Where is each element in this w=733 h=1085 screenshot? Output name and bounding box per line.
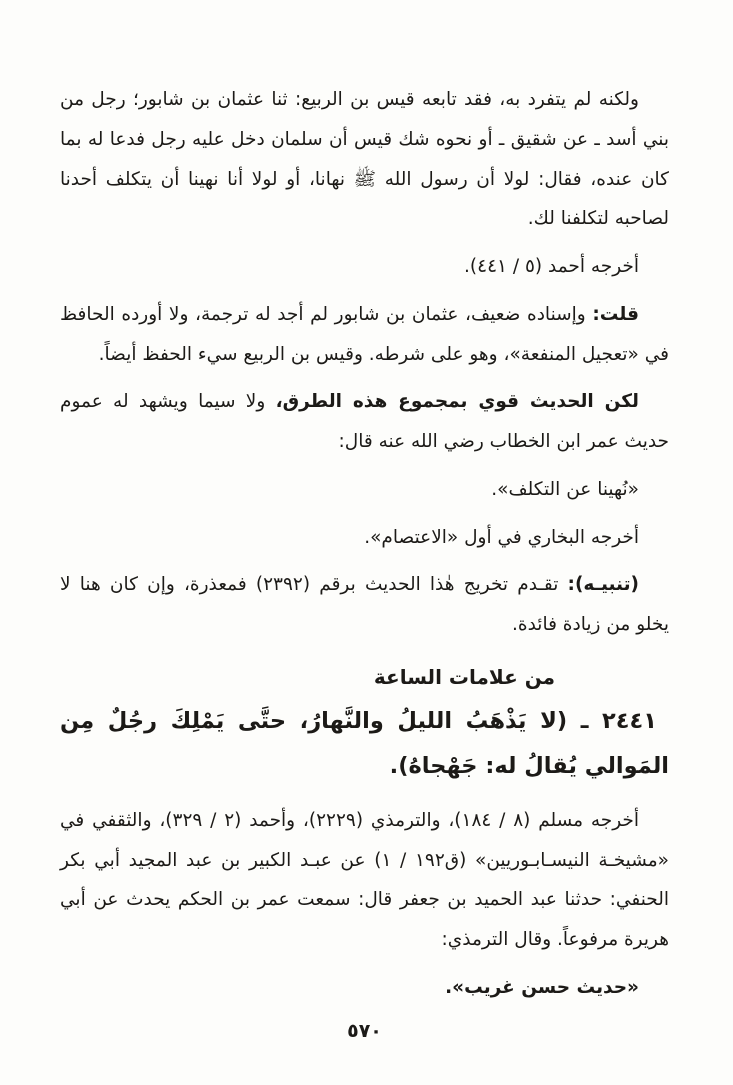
- hadith-number: ٢٤٤١: [602, 707, 657, 734]
- isnad-grading-text: وإسناده ضعيف، عثمان بن شابور لم أجد له ترجمة، ولا أورده الحافظ في «تعجيل المنفعة»، وهو على شرطه. وقيس بن الربيع سيء الحفظ أيضاً.: [60, 303, 669, 365]
- paragraph-takhrij-sources: [60, 801, 669, 960]
- quote-nuhina-text: «نُهينا عن التكلف».: [491, 478, 639, 500]
- reference-ahmad-text: أخرجه أحمد (٥ / ٤٤١).: [464, 256, 639, 278]
- reference-bukhari-text: أخرجه البخاري في أول «الاعتصام».: [364, 526, 639, 548]
- page-number: ٥٧٠: [347, 1019, 382, 1042]
- hadith-strength-rest: ولا سيما ويشهد له عموم حديث عمر ابن الخطاب رضي الله عنه قال:: [60, 391, 669, 453]
- section-heading-text: من علامات الساعة: [373, 664, 556, 689]
- hadith-matn-text: ـ (لا يَذْهَبُ الليلُ والنَّهارُ، حتَّى يَمْلِكَ رجُلٌ مِن المَوالي يُقالُ له: جَهْجاهُ).: [60, 707, 669, 779]
- hadith-strength-lead: لكن الحديث قوي بمجموع هذه الطرق،: [275, 391, 639, 413]
- hadith-grade-text: «حديث حسن غريب».: [445, 977, 639, 999]
- hadith-2441: [60, 699, 669, 789]
- paragraph-isnad-grading: [60, 295, 669, 375]
- takhrij-text: أخرجه مسلم (٨ / ١٨٤)، والترمذي (٢٢٢٩)، وأحمد (٢ / ٣٢٩)، والثقفي في «مشيخـة النيسـابـوريين» (ق١٩٢ / ١) عن عبـد الكبير بن عبد المجيد أبي بكر الحنفي: حدثنا عبد الحميد بن جعفر قال: سمعت عمر بن الحكم يحدث عن أبي هريرة مرفوعاً. وقال الترمذي:: [60, 809, 669, 951]
- hadith-grade-tirmidhi: [60, 968, 669, 1008]
- paragraph-hadith-strength: [60, 382, 669, 462]
- mutabaa-text: ولكنه لم يتفرد به، فقد تابعه قيس بن الربيع: ثنا عثمان بن شابور؛ رجل من بني أسد ـ عن شقيق ـ أو نحوه شك قيس أن سلمان دخل عليه رجل فدعا له بما كان عنده، فقال: لولا أن رسول الله ﷺ نهانا، أو لولا أنا نهينا أن يتكلف أحدنا لصاحبه لتكلفنا لك.: [60, 89, 669, 230]
- tanbih-text: تقـدم تخريج هٰذا الحديث برقم (٢٣٩٢) فمعذرة، وإن كان هنا لا يخلو من زيادة فائدة.: [60, 574, 669, 636]
- qultu-label: قلت:: [592, 303, 639, 325]
- paragraph-tanbih-note: [60, 565, 669, 645]
- paragraph-mutabaa-commentary: [60, 80, 669, 239]
- reference-bukhari-itisam: [60, 518, 669, 558]
- tanbih-label: (تنبيـه):: [567, 574, 639, 596]
- quote-nuhina-an-takalluf: [60, 470, 669, 510]
- section-heading-signs-of-the-hour: [60, 665, 669, 689]
- reference-ahmad: [60, 247, 669, 287]
